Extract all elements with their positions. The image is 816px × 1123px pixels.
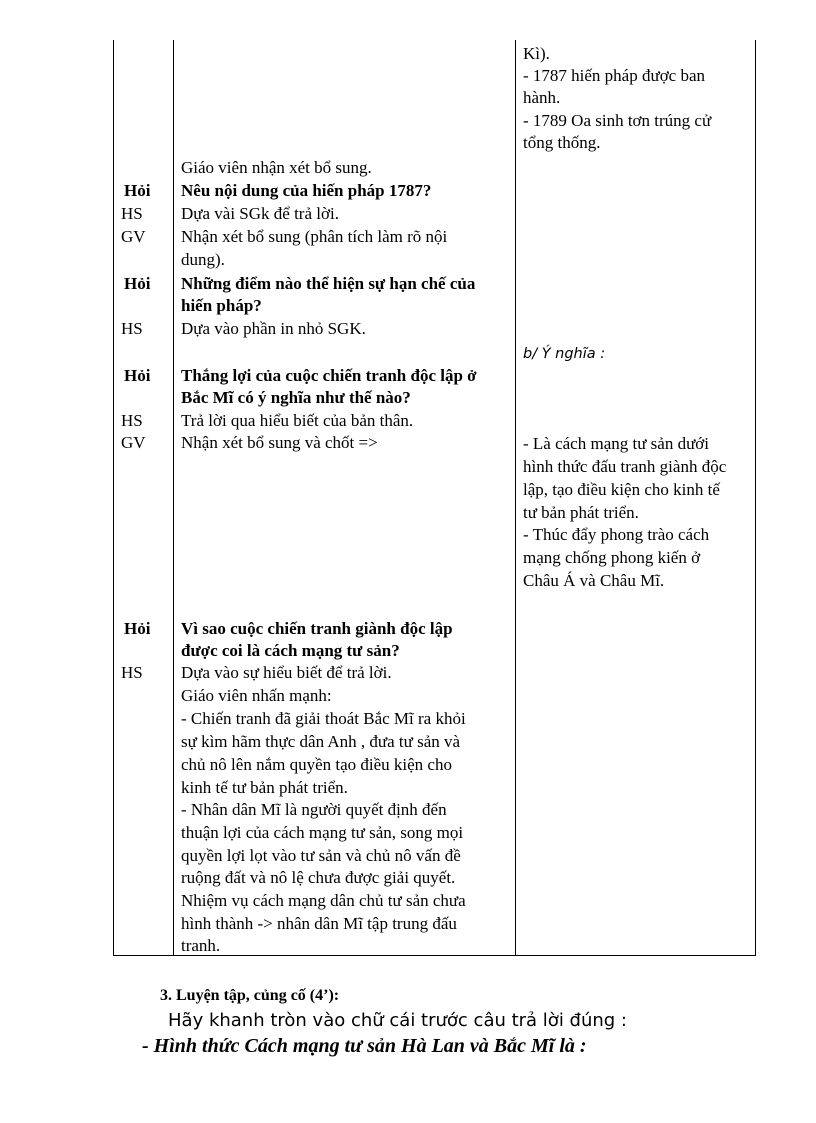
role-label: Hỏi [124,619,151,638]
column-divider-role [173,40,174,956]
meaning-line: mạng chống phong kiến ở [523,548,701,567]
role-label: HS [121,411,143,430]
content-line: - Nhân dân Mĩ là người quyết định đến [181,800,447,819]
section-heading: 3. Luyện tập, củng cố (4’): [160,987,340,1004]
meaning-line: hình thức đấu tranh giành độc [523,457,727,476]
content-line: Dựa vào phần in nhỏ SGK. [181,319,366,338]
content-line: Nhận xét bổ sung và chốt => [181,433,378,452]
content-line: kinh tế tư bản phát triển. [181,778,348,797]
content-line: hình thành -> nhân dân Mĩ tập trung đấu [181,914,457,933]
role-label: HS [121,204,143,223]
right-top-line: hành. [523,88,561,107]
meaning-line: Châu Á và Châu Mĩ. [523,571,665,590]
role-label: GV [121,433,146,452]
meaning-line: lập, tạo điều kiện cho kinh tế [523,480,720,499]
meaning-line: - Thúc đẩy phong trào cách [523,525,710,544]
question-line: Nêu nội dung của hiến pháp 1787? [181,181,432,200]
right-top-line: - 1789 Oa sinh tơn trúng cử [523,111,712,130]
instruction-text: Hãy khanh tròn vào chữ cái trước câu trả lời đúng : [168,1010,627,1031]
right-top-line: Kì). [523,44,550,63]
question-line: Vì sao cuộc chiến tranh giành độc lập [181,619,453,638]
content-line: Dựa vào sự hiểu biết để trả lời. [181,663,392,682]
content-line: dung). [181,250,225,269]
role-label: HS [121,663,143,682]
content-line: quyền lợi lọt vào tư sản và chủ nô vấn đề [181,846,461,865]
content-line: Nhiệm vụ cách mạng dân chủ tư sản chưa [181,891,466,910]
role-label: Hỏi [124,274,151,293]
content-line: - Chiến tranh đã giải thoát Bắc Mĩ ra khỏi [181,709,466,728]
right-top-line: tổng thống. [523,133,601,152]
column-divider-content [515,40,516,956]
content-line: tranh. [181,936,221,955]
exercise-question: - Hình thức Cách mạng tư sản Hà Lan và Bắc Mĩ là : [142,1035,587,1057]
role-label: GV [121,227,146,246]
role-label: Hỏi [124,366,151,385]
right-top-line: - 1787 hiến pháp được ban [523,66,706,85]
question-line: được coi là cách mạng tư sản? [181,641,400,660]
role-label: HS [121,319,143,338]
content-line: Trả lời qua hiểu biết của bản thân. [181,411,414,430]
content-line: Giáo viên nhận xét bổ sung. [181,158,372,177]
question-line: Thắng lợi của cuộc chiến tranh độc lập ở [181,366,477,385]
content-line: ruộng đất và nô lệ chưa được giải quyết. [181,868,456,887]
content-line: Nhận xét bổ sung (phân tích làm rõ nội [181,227,448,246]
content-line: sự kìm hãm thực dân Anh , đưa tư sản và [181,732,461,751]
meaning-heading: b/ Ý nghĩa : [523,346,606,362]
meaning-line: tư bản phát triển. [523,503,639,522]
question-line: Những điểm nào thể hiện sự hạn chế của [181,274,476,293]
content-line: thuận lợi của cách mạng tư sản, song mọi [181,823,464,842]
question-line: Bắc Mĩ có ý nghĩa như thế nào? [181,388,411,407]
role-label: Hỏi [124,181,151,200]
content-line: Giáo viên nhấn mạnh: [181,686,332,705]
question-line: hiến pháp? [181,296,262,315]
meaning-line: - Là cách mạng tư sản dưới [523,434,710,453]
content-line: Dựa vài SGk để trả lời. [181,204,339,223]
content-line: chủ nô lên nắm quyền tạo điều kiện cho [181,755,452,774]
